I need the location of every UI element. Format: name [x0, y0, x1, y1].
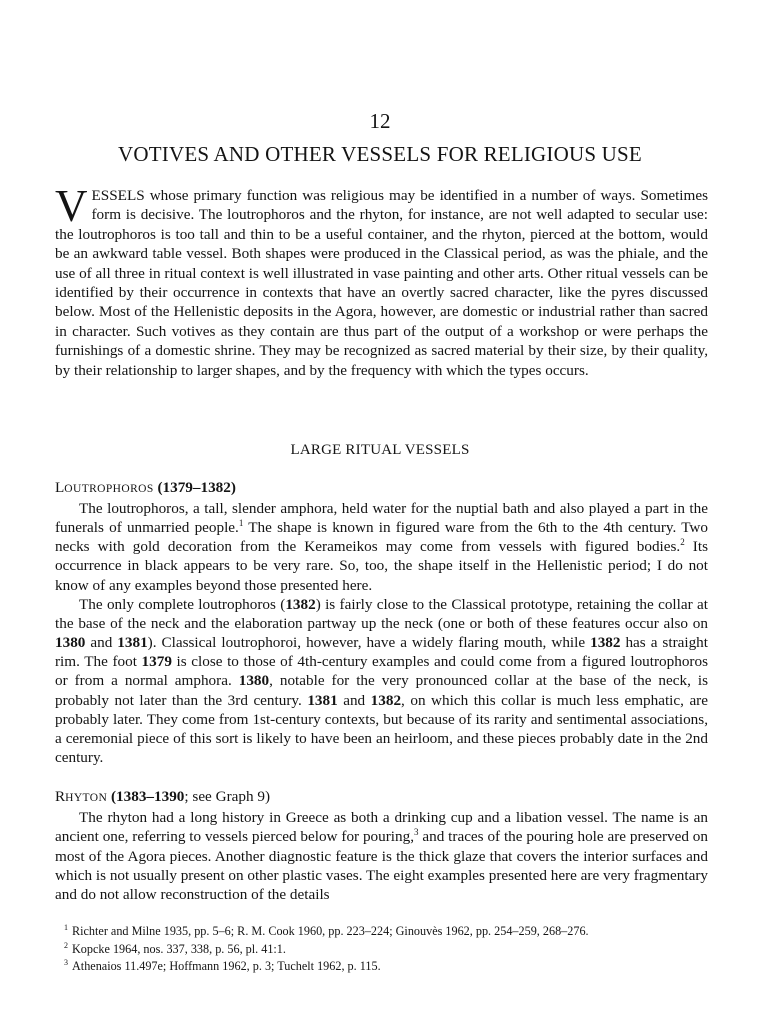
loutrophoros-paragraph-1: The loutrophoros, a tall, slender amphora, held water for the nuptial bath and also played a part in the funerals of unmarried people.$^1$ The shape is known in figured ware from the 6th to the 4th century. Two necks with gold decoration from the Kerameikos may come from vessels with figured bodies.$^2$ Its occurrence in black appears to be very rare. So, too, the shape itself in the Hellenistic period; I do not know of any examples beyond those presented here.: [55, 500, 708, 594]
footnote-1: $^1$ Richter and Milne 1935, pp. 5–6; R. M. Cook 1960, pp. 223–224; Ginouvès 1962, pp. 254–259, 268–276.: [64, 923, 589, 938]
footnote-3: $^3$ Athenaios 11.497e; Hoffmann 1962, p. 3; Tuchelt 1962, p. 115.: [64, 958, 381, 973]
footnote-ref-3[interactable]: 3: [414, 827, 419, 838]
footnote-2: $^2$ Kopcke 1964, nos. 337, 338, p. 56, pl. 41:1.: [64, 940, 286, 956]
section-heading: LARGE RITUAL VESSELS: [290, 442, 470, 458]
footnote-ref-1[interactable]: 1: [238, 518, 244, 529]
loutrophoros-heading: LOUTROPHOROS (1379–1382): [55, 479, 236, 496]
intro-text: ESSELS whose primary function was religious may be identified in a number of ways. Sometimes form is decisive. The loutrophoros and the rhyton, for instance, are not well adapted to secular use: the loutrophoros is too tall and thin to be a useful container, and the rhyton, pierced at the bottom, would be an awkward table vessel. Both shapes were produced in the Classical period, as was the phiale, and the use of all three in ritual context is well illustrated in vase painting and other arts. Other ritual vessels can be identified by their occurrence in contexts that have an overtly sacred character, like the pyres discussed below. Most of the Hellenistic deposits in the Agora, however, are domestic or industrial rather than sacred in character. Such votives as they contain are thus part of the output of a workshop or were perhaps the furnishings of a domestic shrine. They may be recognized as sacred material by their size, by their quality, by their relationship to larger shapes, and by the frequency with which the types occurs.: [55, 187, 708, 379]
intro-paragraph: [55, 181, 708, 380]
chapter-number: 12: [369, 109, 391, 133]
rhyton-heading: RHYTON (1383–1390; see Graph 9): [55, 788, 270, 805]
loutrophoros-section: [55, 499, 708, 767]
footnote-ref-2[interactable]: 2: [680, 537, 685, 548]
footnotes: [64, 923, 704, 976]
drop-cap: V: [55, 181, 88, 231]
chapter-title: VOTIVES AND OTHER VESSELS FOR RELIGIOUS USE: [118, 142, 642, 166]
loutrophoros-paragraph-2: The only complete loutrophoros (1382) is fairly close to the Classical prototype, retaining the collar at the base of the neck and the elaboration partway up the neck (one or both of these features occur also on 1380 and 1381). Classical loutrophoroi, however, have a widely flaring mouth, while 1382 has a straight rim. The foot 1379 is close to those of 4th-century examples and could come from a figured loutrophoros or from a normal amphora. 1380, notable for the very pronounced collar at the base of the neck, is probably not later than the 3rd century. 1381 and 1382, on which this collar is much less emphatic, are probably later. They come from 1st-century contexts, but because of its rarity and sentimental associations, a ceremonial piece of this sort is likely to have been an heirloom, and these pieces probably date in the 2nd century.: [55, 595, 708, 767]
rhyton-section: [55, 808, 708, 904]
rhyton-paragraph: The rhyton had a long history in Greece as both a drinking cup and a libation vessel. The name is an ancient one, referring to vessels pierced below for pouring,$^3$ and traces of the pouring hole are preserved on most of the Agora pieces. Another diagnostic feature is the thick glaze that covers the interior surfaces and which is not usually present on other plastic vases. The eight examples presented here are very fragmentary and do not allow reconstruction of the details: [55, 809, 708, 904]
